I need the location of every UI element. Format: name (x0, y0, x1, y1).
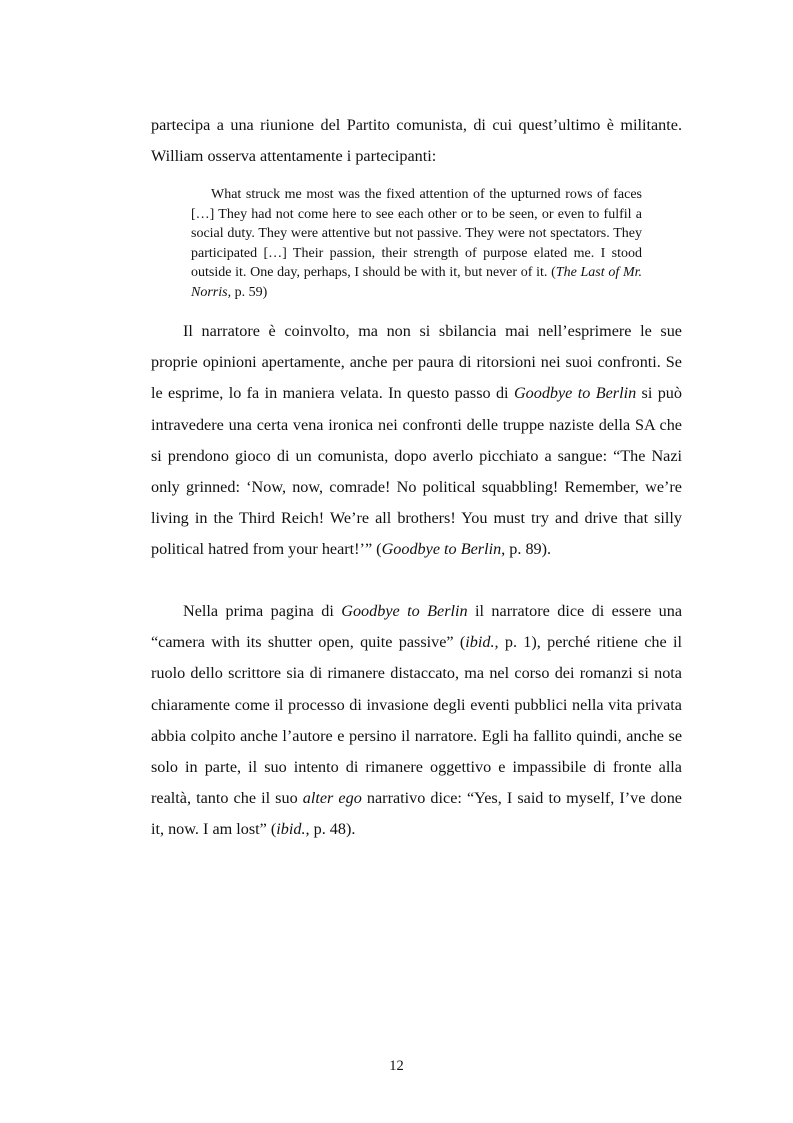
alter-ego-term: alter ego (302, 789, 362, 808)
paragraph-camera-text-3: p. 1), perché ritiene che il ruolo dello scrittore sia di rimanere distaccato, ma nel corso dei romanzi si nota chiaramente come il processo di invasione degli eventi pubblici nella vita privata abbia colpito anche l’autore e persino il narratore. Egli ha fallito quindi, anche se solo in parte, il suo intento di rimanere oggettivo e impassibile di fronte alla realtà, tanto che il suo (151, 633, 682, 808)
ibid-citation-1: ibid., (465, 633, 499, 652)
ibid-citation-2: ibid., (276, 820, 310, 839)
citation-title-goodbye-to-berlin: Goodbye to Berlin, (381, 540, 506, 559)
paragraph-intro-text: partecipa a una riunione del Partito comunista, di cui quest’ultimo è militante. William osserva attentamente i partecipanti: (151, 116, 682, 166)
paragraph-narrator-text-2: si può intravedere una certa vena ironica nei confronti delle truppe naziste della SA che si prendono gioco di un comunista, dopo averlo picchiato a sangue: “The Nazi only grinned: ‘Now, now, comrade! No political squabbling! Remember, we’re living in the Third Reich! We’re all brothers! You must try and drive that silly political hatred from your heart!’” ( (151, 384, 682, 559)
quote-citation-title: The Last of Mr. Norris, (191, 265, 642, 300)
book-title-goodbye-to-berlin-2: Goodbye to Berlin (341, 602, 468, 620)
book-title-goodbye-to-berlin: Goodbye to Berlin (513, 384, 637, 403)
paragraph-narrator-text-1: Il narratore è coinvolto, ma non si sbilancia mai nell’esprimere le sue proprie opinioni apertamente, anche per paura di ritorsioni nei suoi confronti. Se le esprime, lo fa in maniera velata. In questo passo di (151, 322, 682, 403)
paragraph-camera (151, 596, 682, 846)
paragraph-narrator (151, 316, 682, 566)
page-number: 12 (389, 1058, 404, 1074)
paragraph-camera-text-2: il narratore dice di essere una “camera with its shutter open, quite passive” ( (151, 602, 682, 652)
quote-citation-page: p. 59) (231, 284, 268, 300)
paragraph-camera-text-4: narrativo dice: “Yes, I said to myself, I’ve done it, now. I am lost” ( (151, 789, 682, 839)
block-quote-text: What struck me most was the fixed attention of the upturned rows of faces […] They had not come here to see each other or to be seen, or even to fulfil a social duty. They were attentive but not passive. They were not spectators. They participated […] Their passion, their strength of purpose elated me. I stood outside it. One day, perhaps, I should be with it, but never of it. ( (191, 187, 642, 281)
paragraph-camera-text-1: Nella prima pagina di (183, 602, 342, 620)
block-quote (191, 185, 642, 303)
paragraph-camera-text-5: p. 48). (309, 820, 356, 839)
paragraph-intro (151, 110, 682, 172)
paragraph-narrator-text-3: p. 89). (505, 540, 552, 559)
